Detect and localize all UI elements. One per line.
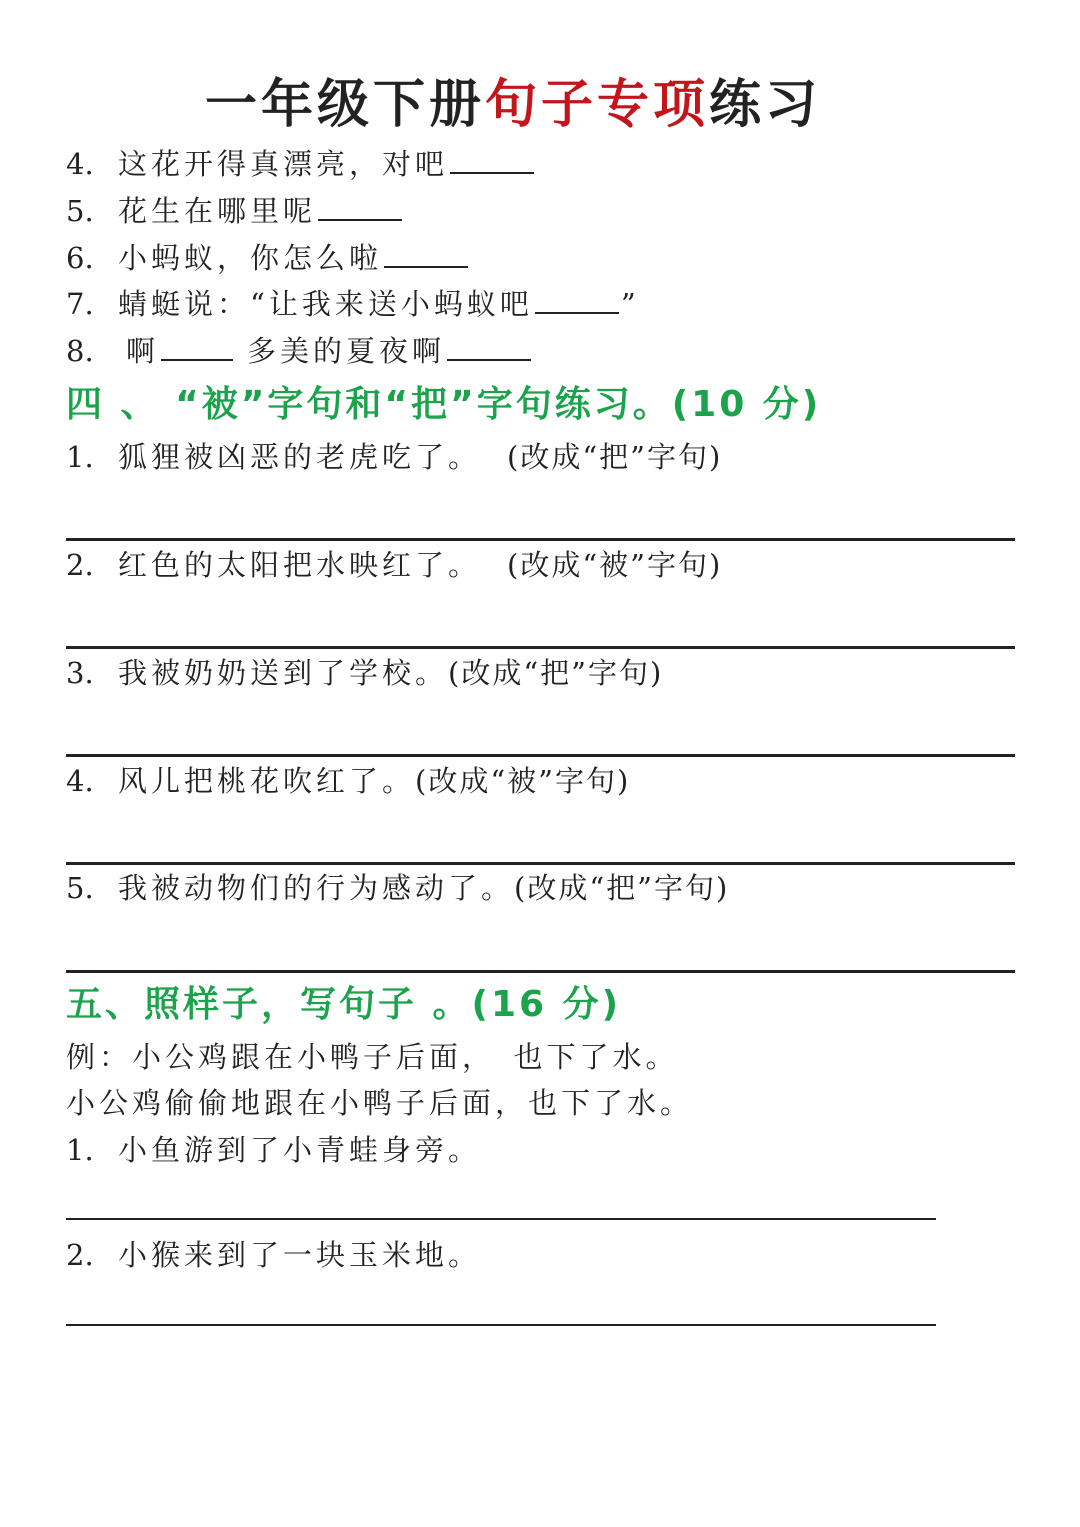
- punct-item-6: [66, 238, 470, 278]
- answer-blank[interactable]: [450, 146, 534, 174]
- item-number: 6.: [66, 241, 94, 275]
- instruction-note: (改成“被”字句): [415, 764, 631, 798]
- answer-line[interactable]: [66, 1218, 936, 1220]
- answer-blank[interactable]: [384, 240, 468, 268]
- section4-item-3: [66, 653, 663, 693]
- answer-blank[interactable]: [318, 193, 402, 221]
- example-answer: 小公鸡偷偷地跟在小鸭子后面，也下了水。: [66, 1086, 694, 1120]
- item-number: 4.: [66, 764, 94, 798]
- closing-quote: ”: [620, 287, 640, 321]
- instruction-note: (改成“把”字句): [507, 440, 723, 474]
- answer-line[interactable]: [66, 754, 1015, 757]
- section4-item-5: [66, 868, 729, 908]
- item-text: 红色的太阳把水映红了。: [118, 548, 482, 582]
- answer-line[interactable]: [66, 538, 1015, 541]
- answer-blank[interactable]: [161, 333, 233, 361]
- punct-item-7: [66, 284, 640, 324]
- item-number: 1.: [66, 440, 94, 474]
- title-part2: 句子专项: [485, 75, 710, 135]
- item-text: 狐狸被凶恶的老虎吃了。: [118, 440, 482, 474]
- item-number: 1.: [66, 1133, 94, 1167]
- item-text: 啊: [126, 334, 160, 368]
- item-text: 小猴来到了一块玉米地。: [118, 1238, 482, 1272]
- section4-item-1: [66, 437, 722, 477]
- item-number: 4.: [66, 147, 94, 181]
- answer-blank[interactable]: [535, 286, 619, 314]
- instruction-note: (改成“把”字句): [448, 656, 664, 690]
- section4-item-2: [66, 545, 722, 585]
- item-text: 蜻蜓说：“让我来送小蚂蚁吧: [118, 287, 533, 321]
- item-text: 我被奶奶送到了学校。: [118, 656, 449, 690]
- answer-line[interactable]: [66, 646, 1015, 649]
- item-text: 小鱼游到了小青蛙身旁。: [118, 1133, 482, 1167]
- section5-item-2: [66, 1235, 481, 1275]
- section-4-heading: 四 、 “被”字句和“把”字句练习。(10 分): [66, 384, 822, 425]
- instruction-note: (改成“把”字句): [514, 871, 730, 905]
- title-part1: 一年级下册: [205, 75, 486, 135]
- answer-line[interactable]: [66, 862, 1015, 865]
- answer-blank[interactable]: [447, 333, 531, 361]
- item-number: 2.: [66, 548, 94, 582]
- item-text: 小蚂蚁，你怎么啦: [118, 241, 383, 275]
- answer-line[interactable]: [66, 1324, 936, 1326]
- item-number: 3.: [66, 656, 94, 690]
- page-title: [205, 70, 821, 140]
- instruction-note: (改成“被”字句): [507, 548, 723, 582]
- item-number: 7.: [66, 287, 94, 321]
- item-number: 5.: [66, 871, 94, 905]
- punct-item-5: [66, 191, 404, 231]
- item-text-middle: 多美的夏夜啊: [247, 334, 446, 368]
- section4-item-4: [66, 761, 630, 801]
- item-text: 风儿把桃花吹红了。: [118, 764, 416, 798]
- item-text: 我被动物们的行为感动了。: [118, 871, 515, 905]
- answer-line[interactable]: [66, 970, 1015, 973]
- punct-item-8: [66, 331, 533, 371]
- item-text: 这花开得真漂亮，对吧: [118, 147, 449, 181]
- section5-item-1: [66, 1130, 481, 1170]
- item-number: 8.: [66, 334, 94, 368]
- item-number: 5.: [66, 194, 94, 228]
- example-sentence: 例：小公鸡跟在小鸭子后面， 也下了水。: [66, 1040, 679, 1074]
- punct-item-4: [66, 144, 536, 184]
- section-5-heading: 五、照样子，写句子 。(16 分): [66, 984, 622, 1025]
- title-part3: 练习: [709, 75, 822, 135]
- item-number: 2.: [66, 1238, 94, 1272]
- item-text: 花生在哪里呢: [118, 194, 317, 228]
